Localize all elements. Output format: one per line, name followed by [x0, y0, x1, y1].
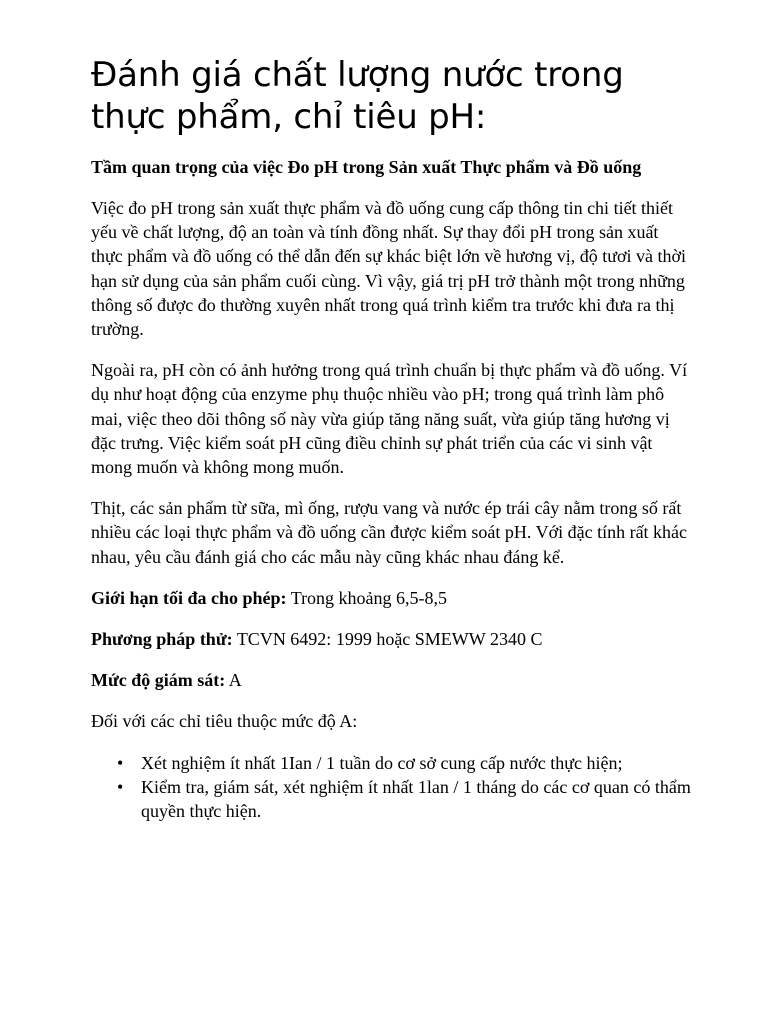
paragraph-ph-preparation: Ngoài ra, pH còn có ảnh hưởng trong quá trình chuẩn bị thực phẩm và đồ uống. Ví dụ như hoạt động của enzyme phụ thuộc nhiều vào pH; trong quá trình làm phô mai, việc theo dõi thông số này vừa giúp tăng năng suất, vừa giúp tăng hương vị đặc trưng. Việc kiểm soát pH cũng điều chỉnh sự phát triển của các vi sinh vật mong muốn và không mong muốn.: [91, 360, 688, 478]
document-page: [91, 54, 691, 823]
section-heading: Tầm quan trọng của việc Đo pH trong Sản xuất Thực phẩm và Đồ uống: [91, 157, 642, 177]
paragraph-ph-products: Thịt, các sản phẩm từ sữa, mì ống, rượu vang và nước ép trái cây nằm trong số rất nhiều các loại thực phẩm và đồ uống cần được kiểm soát pH. Với đặc tính rất khác nhau, yêu cầu đánh giá cho các mẫu này cũng khác nhau đáng kể.: [91, 498, 688, 567]
list-item: [91, 775, 691, 823]
document-title: Đánh giá chất lượng nước trong thực phẩm, chỉ tiêu pH:: [91, 55, 624, 137]
spec-monitoring-level-value: A: [228, 670, 242, 691]
list-item: [91, 751, 691, 775]
spec-test-method-label: Phương pháp thử:: [91, 629, 233, 650]
bullet-icon: •: [117, 776, 124, 797]
spec-test-method-value: TCVN 6492: 1999 hoặc SMEWW 2340 C: [236, 629, 543, 650]
paragraph-ph-importance: Việc đo pH trong sản xuất thực phẩm và đồ uống cung cấp thông tin chi tiết thiết yếu về chất lượng, độ an toàn và tính đồng nhất. Sự thay đổi pH trong sản xuất thực phẩm và đồ uống có thể dẫn đến sự khác biệt lớn về hương vị, độ tươi và thời hạn sử dụng của sản phẩm cuối cùng. Vì vậy, giá trị pH trở thành một trong những thông số được đo thường xuyên nhất trong quá trình kiểm tra trước khi đưa ra thị trường.: [91, 198, 686, 340]
spec-max-limit: [91, 586, 691, 610]
list-item-text: Kiểm tra, giám sát, xét nghiệm ít nhất 1lan / 1 tháng do các cơ quan có thẩm quyền thực hiện.: [141, 776, 691, 822]
spec-max-limit-label: Giới hạn tối đa cho phép:: [91, 587, 287, 608]
spec-monitoring-level-label: Mức độ giám sát:: [91, 670, 226, 691]
requirements-list: [91, 751, 691, 824]
spec-max-limit-value: Trong khoảng 6,5-8,5: [290, 587, 448, 608]
list-item-text: Xét nghiệm ít nhất 1Ian / 1 tuần do cơ sở cung cấp nước thực hiện;: [141, 752, 623, 773]
list-intro: Đối với các chỉ tiêu thuộc mức độ A:: [91, 711, 358, 732]
spec-monitoring-level: [91, 668, 691, 692]
spec-test-method: [91, 627, 691, 651]
bullet-icon: •: [117, 752, 124, 773]
